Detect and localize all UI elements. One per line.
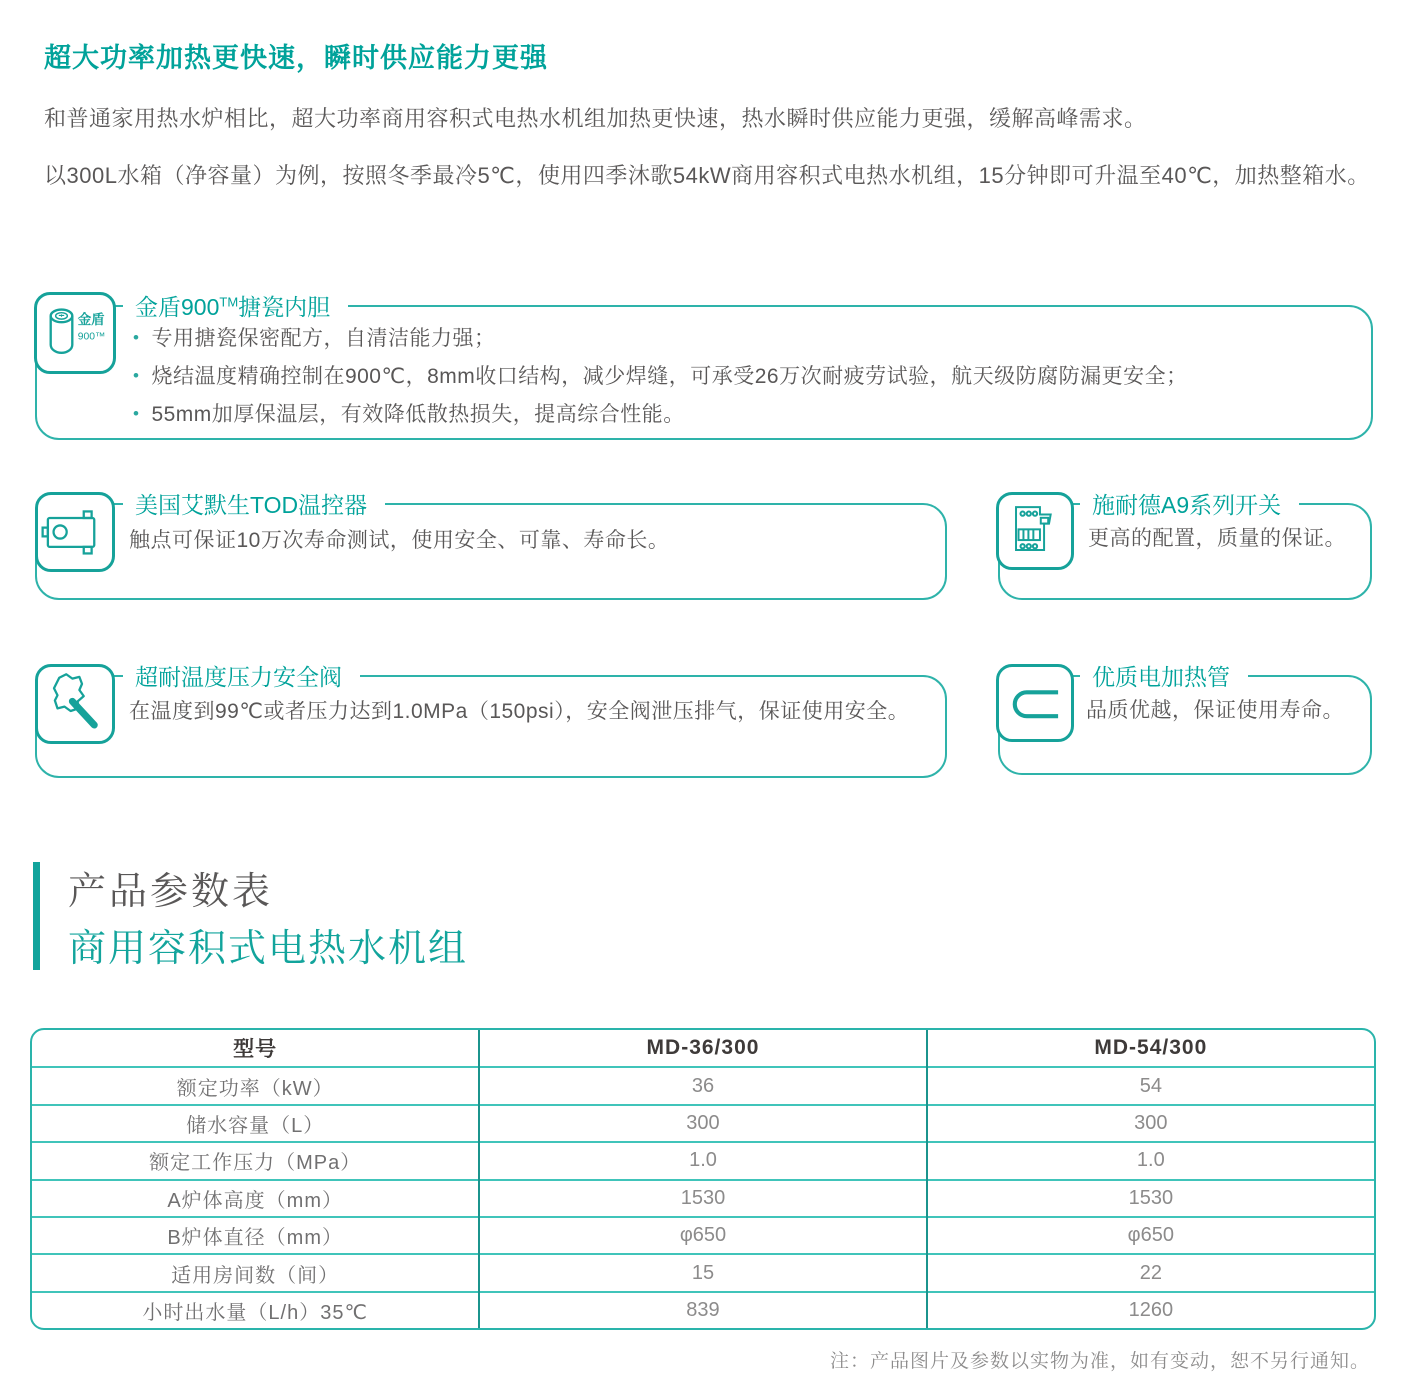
table-cell-value: 1260 (927, 1292, 1374, 1328)
feature-title-safety-valve: 超耐温度压力安全阀 (123, 659, 360, 692)
breaker-switch-icon (996, 492, 1074, 570)
col-header-md36: MD-36/300 (479, 1030, 926, 1067)
svg-text:金盾: 金盾 (77, 312, 105, 327)
table-row (32, 1292, 1374, 1328)
table-cell-value: 1530 (479, 1180, 926, 1217)
feature-box-enamel-liner (35, 294, 1373, 440)
col-header-model: 型号 (233, 1038, 278, 1062)
section-subtitle: 商用容积式电热水机组 (68, 928, 469, 970)
liner-bullet-1: • 专用搪瓷保密配方，自清洁能力强； (133, 319, 1347, 357)
table-cell-label: B炉体直径（mm） (32, 1217, 479, 1254)
table-row (32, 1180, 1374, 1217)
tod-thermostat-icon (35, 492, 115, 572)
section-accent-bar (33, 862, 40, 970)
feature-box-tod-thermostat (35, 492, 947, 600)
page-title: 超大功率加热更快速，瞬时供应能力更强 (44, 43, 548, 73)
table-row (32, 1142, 1374, 1179)
table-cell-value: 1.0 (927, 1142, 1374, 1179)
table-row (32, 1105, 1374, 1142)
table-cell-label: 小时出水量（L/h）35℃ (32, 1292, 479, 1328)
feature-title-tod-thermostat: 美国艾默生TOD温控器 (123, 487, 385, 520)
feature-box-breaker-switch (998, 492, 1372, 600)
feature-title-heating-tube: 优质电加热管 (1080, 659, 1248, 692)
table-cell-value: φ650 (927, 1217, 1374, 1254)
table-cell-value: 36 (479, 1067, 926, 1104)
table-cell-label: 储水容量（L） (32, 1105, 479, 1142)
table-cell-label: 额定工作压力（MPa） (32, 1142, 479, 1179)
table-cell-label: 适用房间数（间） (32, 1254, 479, 1291)
table-cell-value: 15 (479, 1254, 926, 1291)
feature-body-heating-tube: 品质优越，保证使用寿命。 (1086, 699, 1344, 722)
feature-box-heating-tube (998, 664, 1372, 775)
table-row (32, 1254, 1374, 1291)
feature-box-safety-valve (35, 664, 947, 778)
safety-valve-icon (35, 664, 115, 744)
intro-paragraph-1: 和普通家用热水炉相比，超大功率商用容积式电热水机组加热更快速，热水瞬时供应能力更强，缓解高峰需求。 (44, 106, 1147, 131)
table-cell-value: 54 (927, 1067, 1374, 1104)
table-cell-label: 额定功率（kW） (32, 1067, 479, 1104)
table-cell-value: 839 (479, 1292, 926, 1328)
feature-title-breaker-switch: 施耐德A9系列开关 (1080, 487, 1299, 520)
feature-body-enamel-liner (37, 307, 1371, 433)
table-cell-value: 1530 (927, 1180, 1374, 1217)
table-row (32, 1067, 1374, 1104)
table-cell-label: A炉体高度（mm） (32, 1180, 479, 1217)
feature-body-safety-valve: 在温度到99℃或者压力达到1.0MPa（150psi），安全阀泄压排气，保证使用安全。 (129, 700, 910, 723)
liner-bullet-2: • 烧结温度精确控制在900℃，8mm收口结构，减少焊缝，可承受26万次耐疲劳试验，航天级防腐防漏更安全； (133, 357, 1347, 395)
table-header-row (32, 1030, 1374, 1067)
table-cell-value: 1.0 (479, 1142, 926, 1179)
enamel-liner-icon (34, 292, 116, 374)
table-cell-value: 300 (479, 1105, 926, 1142)
table-row (32, 1217, 1374, 1254)
liner-bullet-3: • 55mm加厚保温层，有效降低散热损失，提高综合性能。 (133, 395, 1347, 433)
section-title: 产品参数表 (68, 871, 274, 913)
svg-text:900™: 900™ (77, 331, 106, 343)
col-header-md54: MD-54/300 (927, 1030, 1374, 1067)
footnote: 注：产品图片及参数以实物为准，如有变动，恕不另行通知。 (829, 1351, 1370, 1372)
feature-title-enamel-liner: 金盾900™搪瓷内胆 (123, 289, 348, 322)
table-cell-value: 22 (927, 1254, 1374, 1291)
feature-body-tod-thermostat: 触点可保证10万次寿命测试，使用安全、可靠、寿命长。 (129, 529, 670, 552)
table-cell-value: 300 (927, 1105, 1374, 1142)
intro-paragraph-2: 以300L水箱（净容量）为例，按照冬季最冷5℃，使用四季沐歌54kW商用容积式电热水机组，15分钟即可升温至40℃，加热整箱水。 (44, 163, 1370, 188)
table-cell-value: φ650 (479, 1217, 926, 1254)
spec-table (30, 1028, 1376, 1330)
feature-body-breaker-switch: 更高的配置，质量的保证。 (1088, 527, 1346, 550)
heating-tube-icon (996, 664, 1074, 742)
